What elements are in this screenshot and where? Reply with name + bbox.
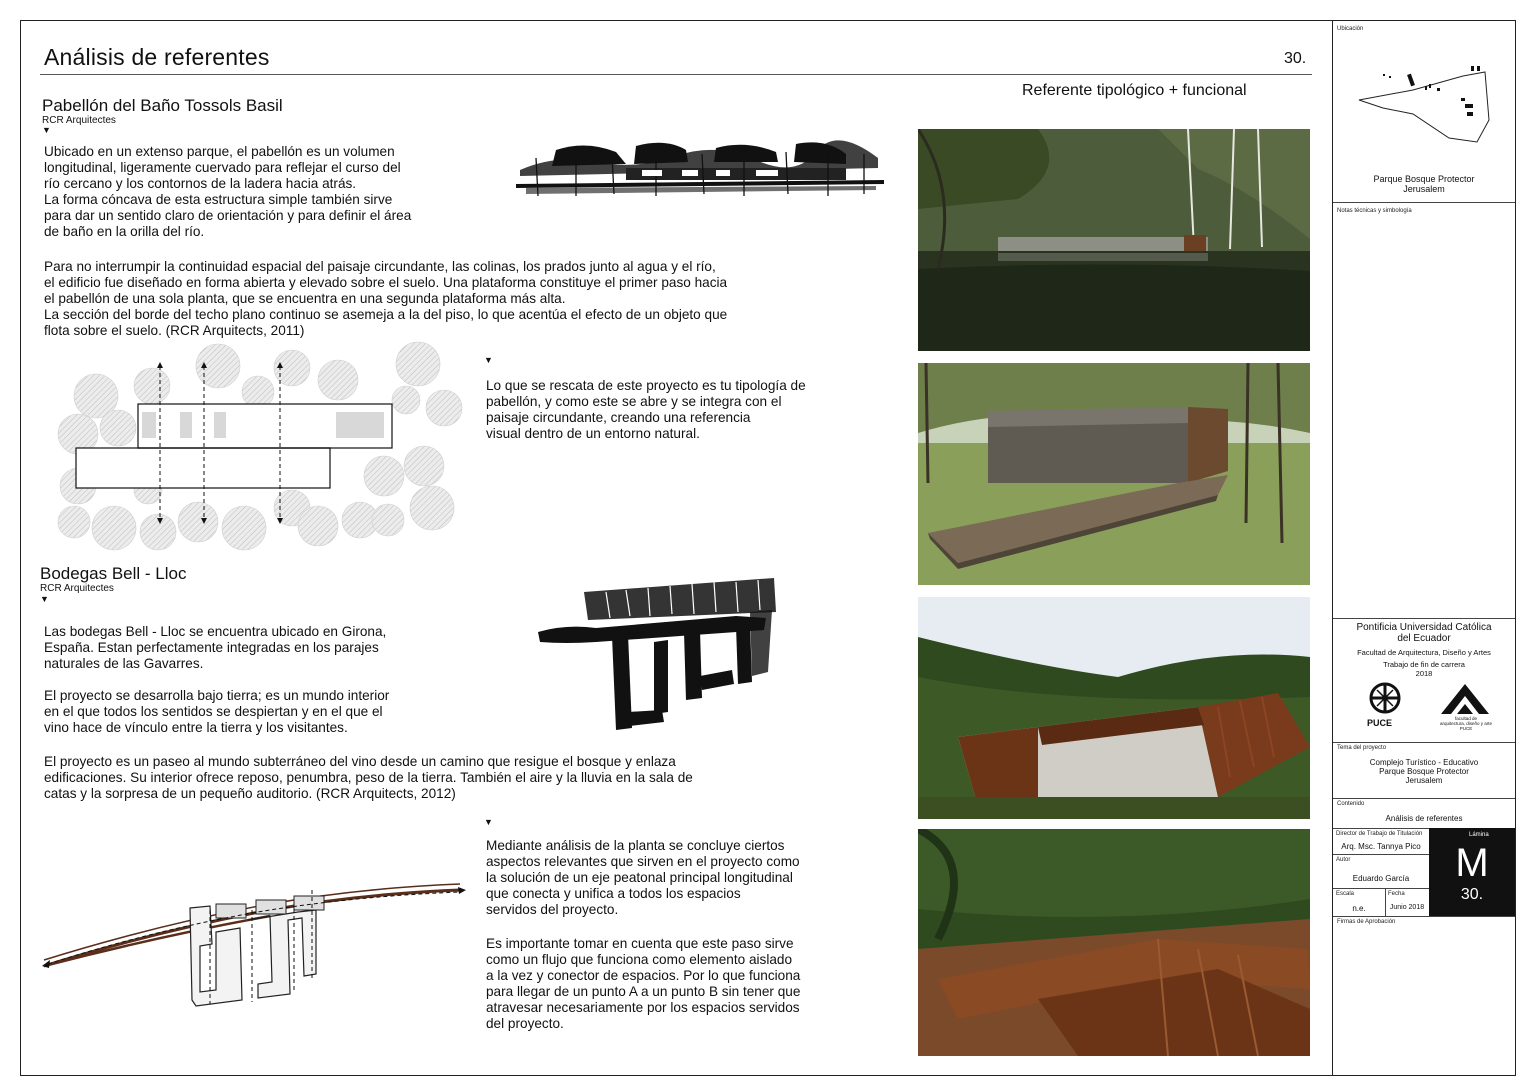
text-line: Ubicado en un extenso parque, el pabellón es un volumen — [44, 144, 395, 159]
section2-title: Bodegas Bell - Lloc — [40, 564, 187, 583]
work-type — [1333, 660, 1515, 678]
photo-bodegas-entrance — [918, 597, 1310, 819]
pavilion-plan-diagram — [48, 336, 468, 566]
text-line: flota sobre el suelo. (RCR Arquitects, 2011) — [44, 323, 305, 338]
text-line: que conecta y unifica a todos los espacios — [486, 886, 741, 901]
sheet-letter: M — [1455, 841, 1489, 885]
text-line: edificaciones. Su interior ofrece reposo, penumbra, peso de la tierra. También el aire y la lluvia en la sala de — [44, 770, 693, 785]
sheet-label: Lámina — [1469, 832, 1489, 838]
content-value: Análisis de referentes — [1385, 814, 1463, 823]
author-value: Eduardo García — [1352, 874, 1410, 883]
topic-box — [1333, 742, 1515, 799]
photo-bodegas-aerial — [918, 829, 1310, 1056]
text-line: España. Estan perfectamente integradas en los parajes — [44, 640, 379, 655]
section1-conclusion — [486, 378, 896, 442]
scale-value: n.e. — [1352, 904, 1366, 913]
text-line: El proyecto se desarrolla bajo tierra; es un mundo interior — [44, 688, 390, 703]
text-line: Jerusalem — [1403, 184, 1445, 194]
text-line: Las bodegas Bell - Lloc se encuentra ubicado en Girona, — [44, 624, 387, 639]
section2-paragraph2 — [44, 688, 504, 736]
section2-architect: RCR Arquitectes — [40, 583, 114, 594]
text-line: para dar un sentido claro de orientación y para definir el área — [44, 208, 412, 223]
sheet-number: 30. — [1284, 50, 1307, 67]
section1-title: Pabellón del Baño Tossols Basil — [42, 96, 283, 115]
notes-label: Notas técnicas y simbología — [1337, 208, 1412, 214]
conclusion2-marker-icon: ▼ — [484, 817, 493, 827]
location-box — [1333, 20, 1515, 203]
date-label: Fecha — [1388, 891, 1405, 897]
topic-label: Tema del proyecto — [1337, 745, 1387, 751]
page-subtitle: Referente tipológico + funcional — [1022, 82, 1247, 99]
title-divider — [40, 74, 1312, 75]
section2-paragraph1 — [44, 624, 504, 672]
text-line: PUCE — [1459, 726, 1473, 731]
text-line: en el que todos los sentidos se despiertan y en el que el — [44, 704, 383, 719]
text-line: Parque Bosque Protector — [1373, 174, 1475, 184]
text-line: como un flujo que funciona como elemento aislado — [486, 952, 793, 967]
approval-box — [1333, 916, 1515, 1074]
text-line: atravesar necesariamente por los espacios servidos — [486, 1000, 800, 1015]
date-value: Junio 2018 — [1389, 904, 1425, 911]
text-line: visual dentro de un entorno natural. — [486, 426, 700, 441]
topic-value — [1333, 758, 1515, 785]
director-label: Director de Trabajo de Titulación — [1336, 831, 1423, 837]
faculty-logo-text — [1431, 716, 1501, 731]
section2-paragraph3 — [44, 754, 894, 802]
location-name — [1333, 174, 1515, 194]
text-line: Mediante análisis de la planta se concluye ciertos — [486, 838, 785, 853]
text-line: Trabajo de fin de carrera — [1383, 660, 1465, 669]
text-line: del Ecuador — [1397, 633, 1451, 644]
section1-paragraph1 — [44, 144, 514, 240]
author-box — [1333, 854, 1430, 889]
text-line: arquitectura, diseño y arte — [1439, 721, 1493, 726]
section1-marker-icon: ▼ — [42, 125, 51, 135]
section1-paragraph2 — [44, 259, 894, 339]
text-line: Es importante tomar en cuenta que este paso sirve — [486, 936, 794, 951]
bodegas-plan-diagram — [40, 880, 470, 1030]
text-line: La sección del borde del techo plano continuo se asemeja a la del piso, lo que acentúa el efecto de un objeto que — [44, 307, 728, 322]
university-box — [1333, 618, 1515, 743]
text-line: Para no interrumpir la continuidad espacial del paisaje circundante, las colinas, los prados junto al agua y el río, — [44, 259, 716, 274]
section2-conclusion1 — [486, 838, 896, 918]
text-line: servidos del proyecto. — [486, 902, 619, 917]
text-line: río cercano y los contornos de la ladera hacia atrás. — [44, 176, 357, 191]
text-line: 2018 — [1415, 669, 1433, 678]
director-box — [1333, 828, 1430, 855]
text-line: La forma cóncava de esta estructura simple también sirve — [44, 192, 393, 207]
photo-pavilion-deck — [918, 363, 1310, 585]
location-map — [1353, 60, 1493, 150]
section2-conclusion2 — [486, 936, 896, 1032]
text-line: Jerusalem — [1405, 776, 1443, 785]
photo-pavilion-river — [918, 129, 1310, 351]
text-line: el pabellón de una sola planta, que se encuentra en una segunda plataforma más alta. — [44, 291, 566, 306]
pavilion-sketch — [516, 140, 884, 200]
university-name — [1333, 622, 1515, 644]
text-line: para llegar de un punto A a un punto B sin tener que — [486, 984, 801, 999]
title-block — [1332, 20, 1516, 1076]
text-line: facultad de — [1454, 716, 1478, 721]
scale-box — [1333, 888, 1386, 917]
text-line: el edificio fue diseñado en forma abierta y elevado sobre el suelo. Una plataforma constituye el primer paso hacia — [44, 275, 728, 290]
date-box — [1385, 888, 1430, 917]
approval-label: Firmas de Aprobación — [1337, 919, 1396, 925]
text-line: Complejo Turístico - Educativo — [1369, 758, 1479, 767]
text-line: catas y la sorpresa de un pequeño auditorio. (RCR Arquitects, 2012) — [44, 786, 456, 801]
content-label: Contenido — [1337, 801, 1365, 807]
conclusion1-marker-icon: ▼ — [484, 355, 493, 365]
text-line: aspectos relevantes que sirven en el proyecto como — [486, 854, 800, 869]
director-value: Arq. Msc. Tannya Pico — [1341, 842, 1421, 851]
text-line: del proyecto. — [486, 1016, 564, 1031]
puce-logo-text: PUCE — [1367, 718, 1393, 728]
text-line: Parque Bosque Protector — [1379, 767, 1469, 776]
section1-architect: RCR Arquitectes — [42, 115, 116, 126]
text-line: naturales de las Gavarres. — [44, 656, 204, 671]
text-line: El proyecto es un paseo al mundo subterráneo del vino desde un camino que resigue el bosque y enlaza — [44, 754, 676, 769]
text-line: la solución de un eje peatonal principal longitudinal — [486, 870, 793, 885]
bodegas-sketch — [536, 572, 790, 740]
text-line: pabellón, y como este se abre y se integra con el — [486, 394, 782, 409]
page-title: Análisis de referentes — [44, 44, 270, 70]
notes-box — [1333, 202, 1515, 619]
location-label: Ubicación — [1337, 26, 1364, 32]
sheet-box — [1429, 828, 1515, 917]
sheet-value: 30. — [1460, 886, 1484, 903]
content-box — [1333, 798, 1515, 829]
section2-marker-icon: ▼ — [40, 594, 49, 604]
text-line: longitudinal, ligeramente cuervado para reflejar el curso del — [44, 160, 401, 175]
text-line: paisaje circundante, creando una referencia — [486, 410, 751, 425]
faculty-name: Facultad de Arquitectura, Diseño y Artes — [1357, 648, 1491, 657]
text-line: de baño en la orilla del río. — [44, 224, 205, 239]
text-line: vino hace de vínculo entre la tierra y los visitantes. — [44, 720, 348, 735]
text-line: a la vez y conector de espacios. Por lo que funciona — [486, 968, 801, 983]
scale-label: Escala — [1336, 891, 1355, 897]
text-line: Lo que se rescata de este proyecto es tu tipología de — [486, 378, 806, 393]
author-label: Autor — [1336, 857, 1351, 863]
faculty-logo-icon — [1437, 680, 1493, 716]
text-line: Pontificia Universidad Católica — [1356, 622, 1492, 633]
